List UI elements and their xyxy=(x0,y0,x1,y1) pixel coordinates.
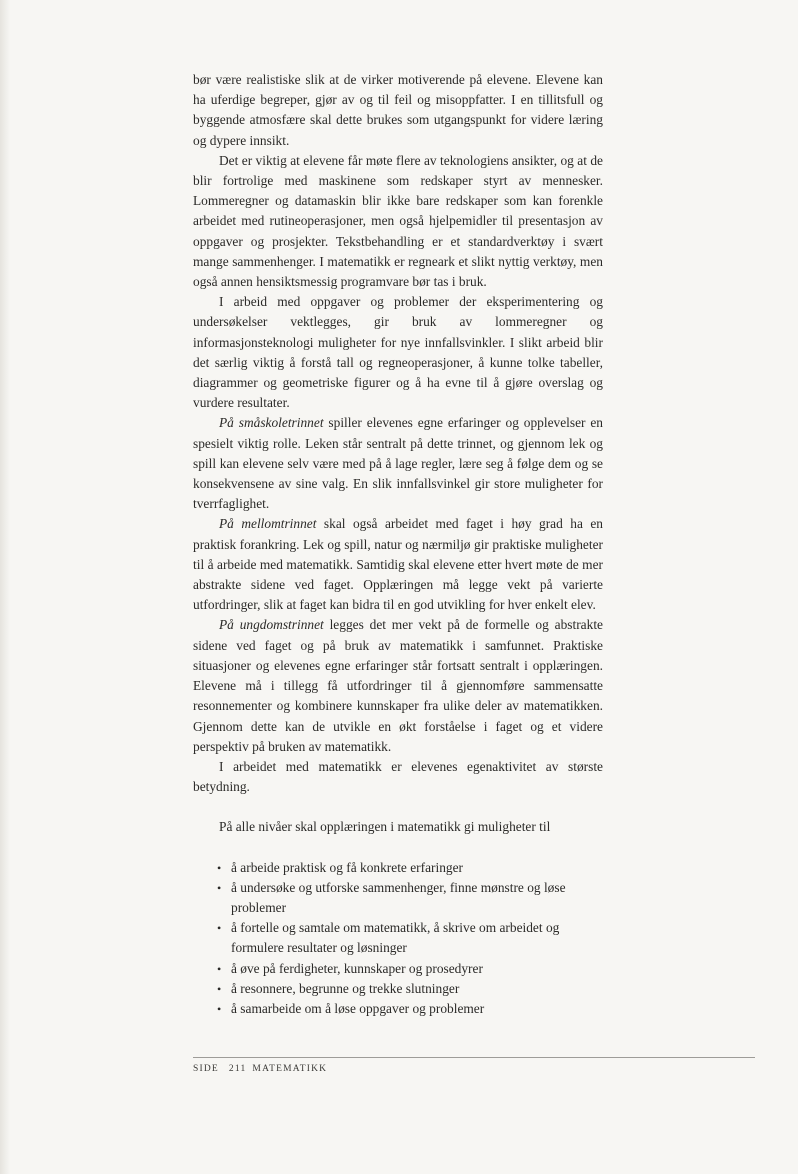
footer-divider xyxy=(193,1057,755,1058)
paragraph-text: legges det mer vekt på de formelle og abstrakte sidene ved faget og på bruk av matematikk i samfunnet. Praktiske situasjoner og elevenes egne erfaringer står fortsatt sentralt i opplæringen. Elevene må i tillegg få utfordringer til å gjennomføre sammensatte resonnementer og kombinere kunnskaper fra ulike deler av matematikken. Gjennom dette kan de utvikle en økt forståelse i faget og et videre perspektiv på bruken av matematikk. xyxy=(193,617,603,754)
paragraph-mellomtrinnet xyxy=(193,514,603,615)
list-item xyxy=(217,858,603,878)
page-footer xyxy=(193,1064,327,1074)
paragraph-text: I arbeid med oppgaver og problemer der eksperimentering og undersøkelser vektlegges, gir bruk av lommeregner og informasjonsteknologi muligheter for nye innfallsvinkler. I slikt arbeid blir det særlig viktig å forstå tall og regneoperasjoner, å kunne tolke tabeller, diagrammer og geometriske figurer og å ha evne til å gjøre overslag og vurdere resultater. xyxy=(193,294,603,411)
paragraph-text: Det er viktig at elevene får møte flere av teknologiens ansikter, og at de blir fortrolige med maskinene som redskaper styrt av mennesker. Lommeregner og datamaskin blir ikke bare redskaper som kan forenkle arbeidet med rutineoperasjoner, men også hjelpemidler til presentasjon av oppgaver og prosjekter. Tekstbehandling er et standardverktøy i svært mange sammenhenger. I matematikk er regneark et slikt nyttig verktøy, men også annen hensiktsmessig programvare bør tas i bruk. xyxy=(193,152,603,290)
list-item-text: å resonnere, begrunne og trekke slutninger xyxy=(231,980,460,996)
paragraph-ungdomstrinnet xyxy=(193,615,603,756)
list-intro: På alle nivåer skal opplæringen i matematikk gi muligheter til xyxy=(219,819,551,835)
page-binding-edge xyxy=(0,0,10,1174)
bullet-icon: • xyxy=(217,961,222,976)
paragraph-text: skal også arbeidet med faget i høy grad ha en praktisk forankring. Lek og spill, natur og nærmiljø gir praktiske muligheter til å arbeide med matematikk. Samtidig skal elevene etter hvert møte de mer abstrakte sidene ved faget. Opplæringen må legge vekt på varierte utfordringer, slik at faget kan bidra til en god utvikling for hver enkelt elev. xyxy=(193,516,603,613)
bullet-icon: • xyxy=(217,981,222,996)
bullet-icon: • xyxy=(217,860,222,875)
paragraph-text: spiller elevenes egne erfaringer og opplevelser en spesielt viktig rolle. Leken står sentralt på dette trinnet, og gjennom lek og spill kan elevene selv være med på å lage regler, lære seg å følge dem og se konsekvensene av sine valg. En slik innfallsvinkel gir store muligheter for tverrfaglighet. xyxy=(193,415,603,512)
paragraph-lead-italic: På småskoletrinnet xyxy=(219,415,324,431)
footer-side-label: SIDE xyxy=(193,1064,219,1074)
body-text xyxy=(193,70,603,1019)
paragraph-text: I arbeidet med matematikk er elevenes egenaktivitet av største betydning. xyxy=(193,758,603,795)
bullet-icon: • xyxy=(217,880,222,895)
paragraph-lead-italic: På mellomtrinnet xyxy=(219,516,317,532)
list-item-text: å fortelle og samtale om matematikk, å skrive om arbeidet og formulere resultater og løsninger xyxy=(231,920,560,956)
list-item-text: å arbeide praktisk og få konkrete erfaringer xyxy=(231,859,463,875)
list-item xyxy=(217,999,603,1019)
bullet-icon: • xyxy=(217,1001,222,1016)
footer-subject: MATEMATIKK xyxy=(252,1064,328,1074)
list-item-text: å samarbeide om å løse oppgaver og problemer xyxy=(231,1000,485,1016)
paragraph-7 xyxy=(193,757,603,797)
paragraph-lead-italic: På ungdomstrinnet xyxy=(219,617,324,633)
list-item xyxy=(217,918,603,958)
list-item xyxy=(217,979,603,999)
list-item-text: å øve på ferdigheter, kunnskaper og prosedyrer xyxy=(231,960,483,976)
paragraph-text: bør være realistiske slik at de virker motiverende på elevene. Elevene kan ha uferdige begreper, gjør av og til feil og misoppfatter. I en tillitsfull og byggende atmosfære skal dette brukes som utgangspunkt for videre læring og dypere innsikt. xyxy=(193,72,603,148)
paragraph-smaskoletrinnet xyxy=(193,413,603,514)
page-number: 211 xyxy=(228,1064,247,1074)
paragraph-2 xyxy=(193,151,603,292)
list-item-text: å undersøke og utforske sammenhenger, finne mønstre og løse problemer xyxy=(231,879,566,915)
bullet-list xyxy=(193,858,603,1020)
list-item xyxy=(217,959,603,979)
paragraph-3 xyxy=(193,292,603,413)
bullet-icon: • xyxy=(217,921,222,936)
list-item xyxy=(217,878,603,918)
paragraph-1 xyxy=(193,70,603,151)
